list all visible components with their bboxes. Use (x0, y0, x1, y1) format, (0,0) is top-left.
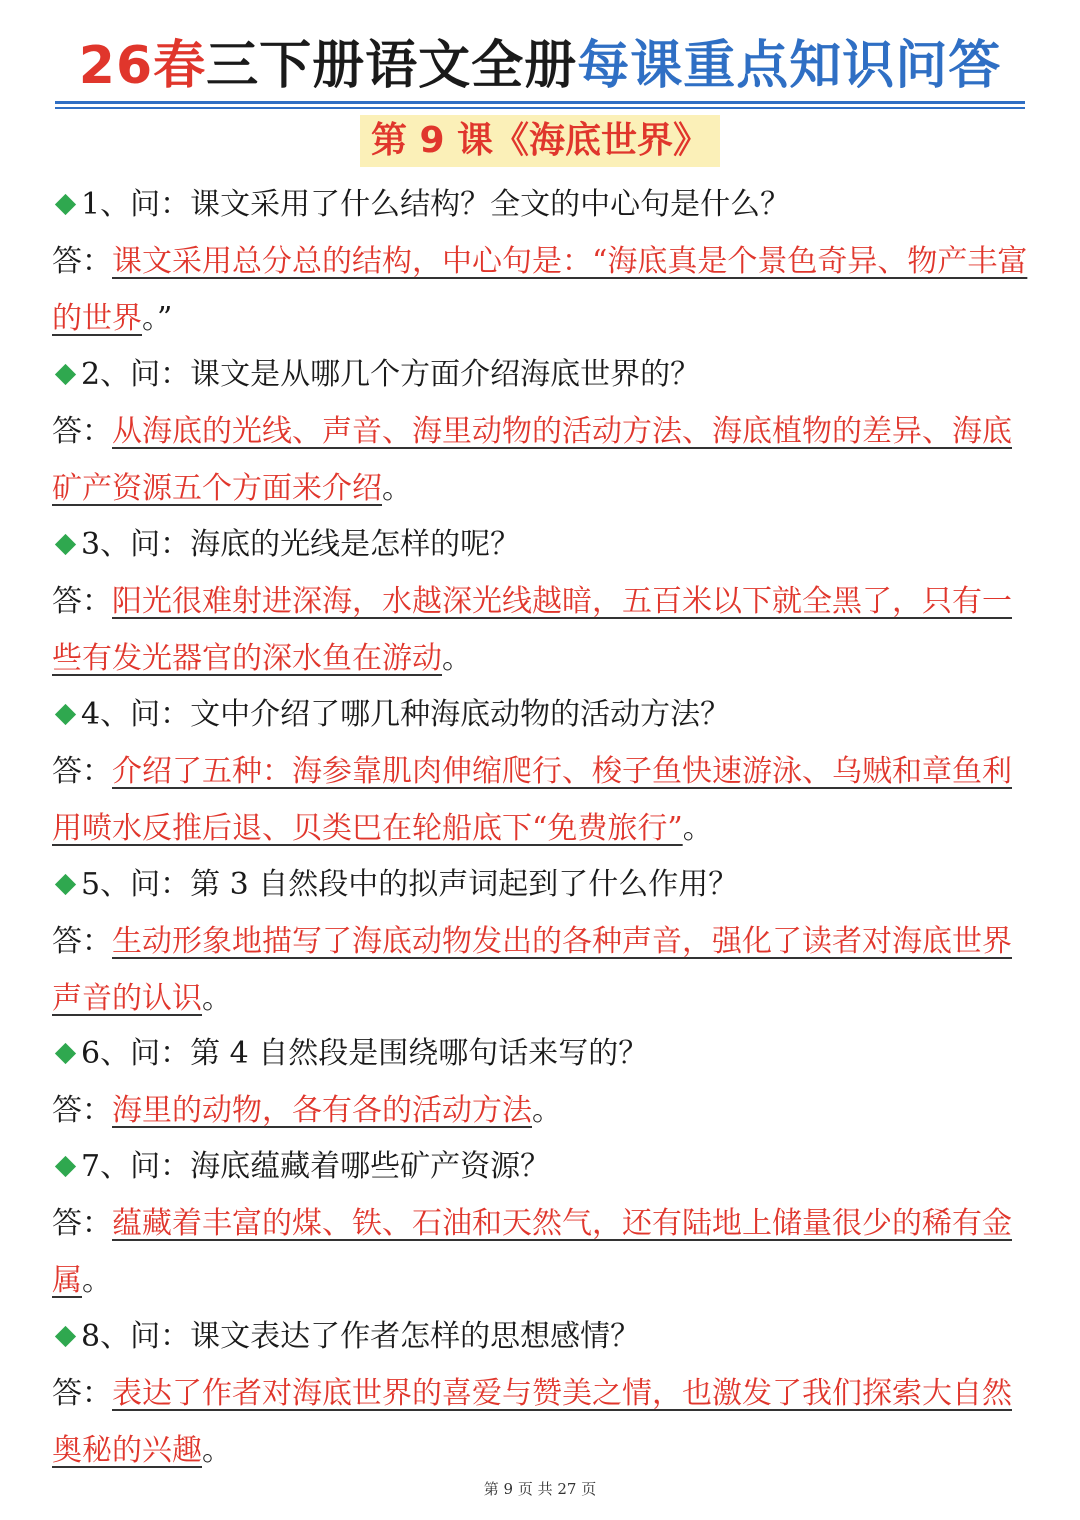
answer (52, 1365, 1032, 1479)
answer-text: 海里的动物，各有各的活动方法 (112, 1093, 532, 1128)
answer-text: 生动形象地描写了海底动物发出的各种声音，强化了读者对海底世界声音的认识 (52, 924, 1012, 1016)
question-text: 1、问：课文采用了什么结构？全文的中心句是什么？ (81, 187, 791, 222)
question (52, 346, 1032, 403)
answer (52, 1082, 1032, 1139)
title-divider-thin (55, 107, 1025, 109)
answer-text: 表达了作者对海底世界的喜爱与赞美之情，也激发了我们探索大自然奥秘的兴趣 (52, 1376, 1012, 1468)
answer-suffix: 。 (382, 471, 412, 506)
answer-prefix: 答： (52, 414, 112, 449)
title-part-red: 26春 (78, 36, 207, 96)
diamond-bullet-icon (55, 703, 76, 724)
question-text: 6、问：第 4 自然段是围绕哪句话来写的？ (81, 1036, 649, 1071)
answer (52, 403, 1032, 517)
question (52, 516, 1032, 573)
answer-text: 课文采用总分总的结构，中心句是：“海底真是个景色奇异、物产丰富的世界 (52, 244, 1028, 336)
diamond-bullet-icon (55, 533, 76, 554)
answer-text: 介绍了五种：海参靠肌肉伸缩爬行、梭子鱼快速游泳、乌贼和章鱼利用喷水反推后退、贝类巴在轮船底下“免费旅行” (52, 754, 1012, 846)
document-title (0, 30, 1080, 102)
diamond-bullet-icon (55, 363, 76, 384)
answer-suffix: 。” (142, 301, 173, 336)
answer-suffix: 。 (442, 641, 472, 676)
answer-prefix: 答： (52, 1093, 112, 1128)
answer-text: 从海底的光线、声音、海里动物的活动方法、海底植物的差异、海底矿产资源五个方面来介绍 (52, 414, 1012, 506)
diamond-bullet-icon (55, 1042, 76, 1063)
qa-item-1 (52, 176, 1032, 347)
title-part-black: 三下册语文全册 (206, 36, 578, 96)
diamond-bullet-icon (55, 873, 76, 894)
answer-prefix: 答： (52, 584, 112, 619)
question-text: 2、问：课文是从哪几个方面介绍海底世界的？ (81, 357, 701, 392)
answer-prefix: 答： (52, 1206, 112, 1241)
answer-text: 阳光很难射进深海，水越深光线越暗，五百米以下就全黑了，只有一些有发光器官的深水鱼在游动 (52, 584, 1012, 676)
qa-item-6 (52, 1025, 1032, 1139)
answer-suffix: 。 (682, 811, 713, 846)
diamond-bullet-icon (55, 1325, 76, 1346)
answer (52, 743, 1032, 857)
title-divider-thick (55, 101, 1025, 104)
qa-item-3 (52, 516, 1032, 687)
answer-suffix: 。 (202, 1433, 232, 1468)
qa-item-5 (52, 856, 1032, 1027)
question-text: 3、问：海底的光线是怎样的呢？ (81, 527, 521, 562)
qa-item-7 (52, 1138, 1032, 1309)
answer (52, 913, 1032, 1027)
question (52, 1138, 1032, 1195)
answer-suffix: 。 (532, 1093, 562, 1128)
answer-prefix: 答： (52, 1376, 112, 1411)
question-text: 4、问：文中介绍了哪几种海底动物的活动方法？ (81, 697, 731, 732)
question (52, 856, 1032, 913)
qa-item-2 (52, 346, 1032, 517)
question-text: 7、问：海底蕴藏着哪些矿产资源？ (81, 1149, 551, 1184)
diamond-bullet-icon (55, 1155, 76, 1176)
qa-item-8 (52, 1308, 1032, 1479)
question-text: 5、问：第 3 自然段中的拟声词起到了什么作用？ (81, 867, 739, 902)
answer-suffix: 。 (82, 1263, 112, 1298)
diamond-bullet-icon (55, 193, 76, 214)
answer (52, 233, 1032, 347)
answer-prefix: 答： (52, 244, 112, 279)
question (52, 686, 1032, 743)
answer-prefix: 答： (52, 924, 112, 959)
question (52, 1025, 1032, 1082)
question-text: 8、问：课文表达了作者怎样的思想感情？ (81, 1319, 641, 1354)
answer-text: 蕴藏着丰富的煤、铁、石油和天然气，还有陆地上储量很少的稀有金属 (52, 1206, 1012, 1298)
answer (52, 1195, 1032, 1309)
question (52, 176, 1032, 233)
answer (52, 573, 1032, 687)
answer-suffix: 。 (202, 981, 232, 1016)
qa-item-4 (52, 686, 1032, 857)
lesson-title: 第 9 课《海底世界》 (360, 115, 720, 167)
title-part-blue: 每课重点知识问答 (577, 36, 1002, 96)
answer-prefix: 答： (52, 754, 112, 789)
question (52, 1308, 1032, 1365)
page-number: 第 9 页 共 27 页 (483, 1480, 597, 1498)
